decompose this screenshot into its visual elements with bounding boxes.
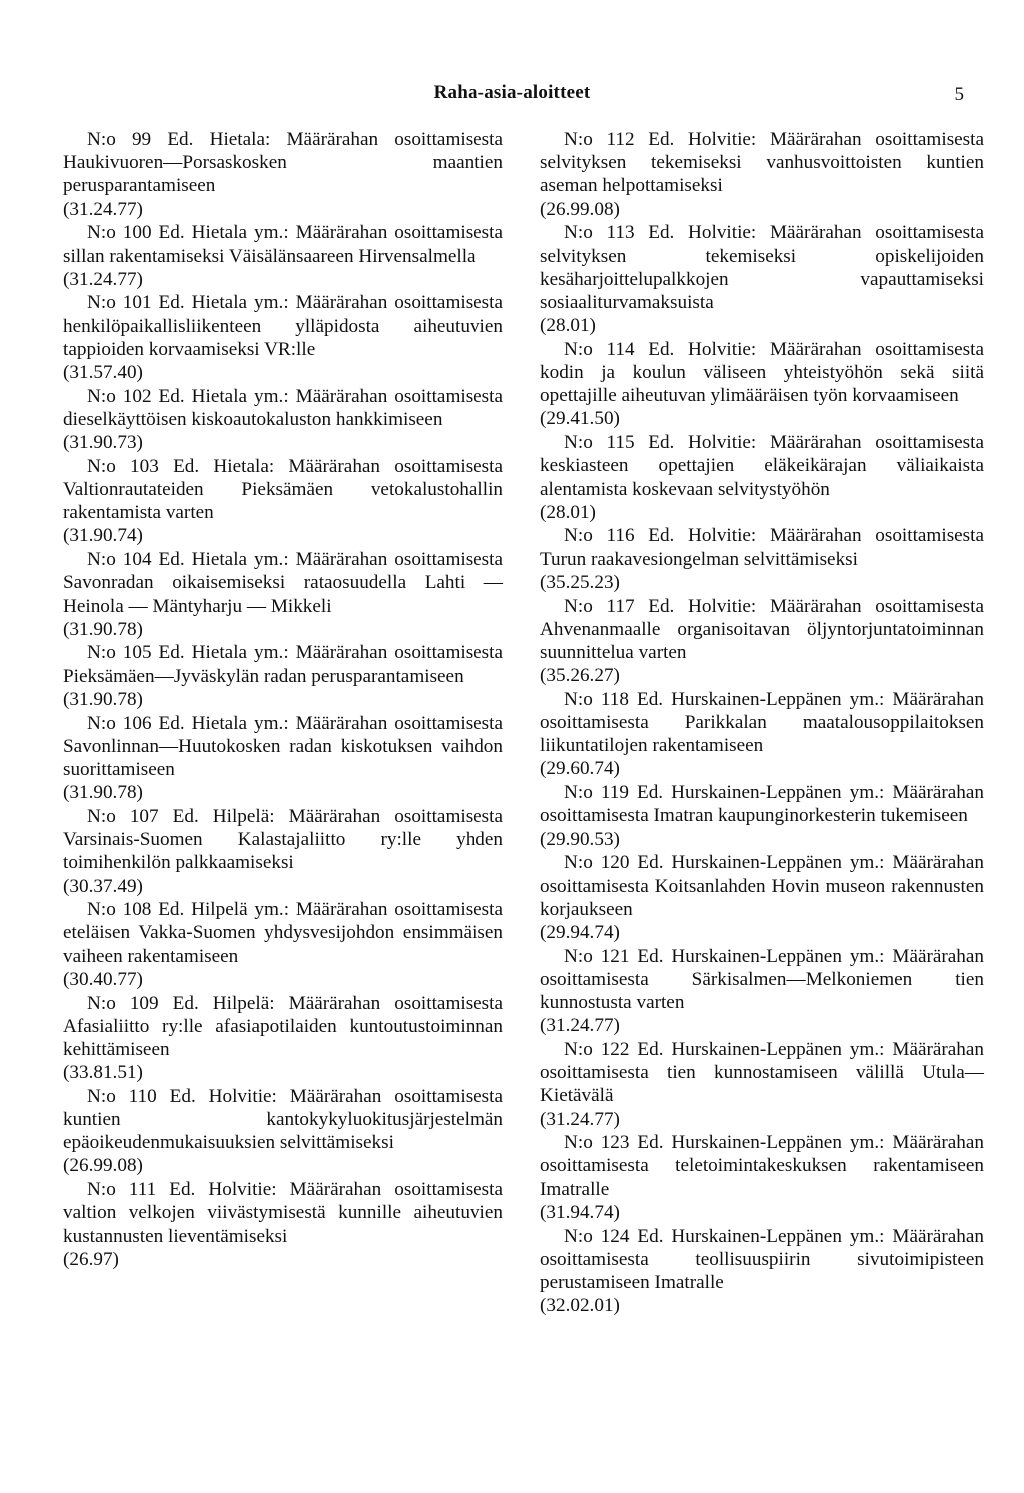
motion-entry <box>63 898 503 991</box>
motion-text: N:o 113 Ed. Holvitie: Määrärahan osoittamisesta selvityksen tekemiseksi opiskelijoiden kesäharjoittelupalkkojen vapauttamiseksi sosiaaliturvamaksuista <box>540 222 984 313</box>
motion-entry <box>540 221 984 337</box>
motion-entry <box>63 455 503 548</box>
motion-entry <box>540 431 984 524</box>
budget-code: (31.24.77) <box>63 198 143 220</box>
motion-entry <box>63 548 503 641</box>
motion-text: N:o 121 Ed. Hurskainen-Leppänen ym.: Määrärahan osoittamisesta Särkisalmen—Melkoniemen tien kunnostusta varten <box>540 945 984 1014</box>
budget-code: (31.90.73) <box>63 432 143 454</box>
motion-entry <box>540 1038 984 1131</box>
motion-text: N:o 109 Ed. Hilpelä: Määrärahan osoittamisesta Afasialiitto ry:lle afasiapotilaiden kuntoutustoiminnan kehittämiseen <box>63 992 503 1060</box>
motion-entry <box>63 992 503 1085</box>
motion-entry <box>540 1225 984 1318</box>
budget-code: (31.90.74) <box>63 525 143 547</box>
motion-text: N:o 112 Ed. Holvitie: Määrärahan osoittamisesta selvityksen tekemiseksi vanhusvoittoisten kuntien aseman helpottamiseksi <box>540 129 984 197</box>
motion-text: N:o 122 Ed. Hurskainen-Leppänen ym.: Määrärahan osoittamisesta tien kunnostamiseen välillä Utula—Kietävälä <box>540 1038 984 1107</box>
motion-text: N:o 124 Ed. Hurskainen-Leppänen ym.: Määrärahan osoittamisesta teollisuuspiirin sivutoimipisteen perustamiseen Imatralle <box>540 1225 984 1293</box>
motion-text: N:o 100 Ed. Hietala ym.: Määrärahan osoittamisesta sillan rakentamiseksi Väisälänsaareen Hirvensalmella <box>63 222 503 267</box>
motion-text: N:o 105 Ed. Hietala ym.: Määrärahan osoittamisesta Pieksämäen—Jyväskylän radan perusparantamiseen <box>63 642 503 687</box>
motion-text: N:o 115 Ed. Holvitie: Määrärahan osoittamisesta keskiasteen opettajien eläkeikärajan väliaikaista alentamista koskevaan selvitystyöhön <box>540 432 984 500</box>
motion-entry <box>540 595 984 688</box>
budget-code: (29.90.53) <box>540 828 620 850</box>
motion-text: N:o 103 Ed. Hietala: Määrärahan osoittamisesta Valtionrautateiden Pieksämäen vetokalustohallin rakentamista varten <box>63 455 503 524</box>
page-title: Raha-asia-aloitteet <box>433 82 591 103</box>
page-number: 5 <box>954 84 964 105</box>
motion-entry <box>63 1178 503 1271</box>
budget-code: (31.90.78) <box>63 688 143 710</box>
motion-text: N:o 104 Ed. Hietala ym.: Määrärahan osoittamisesta Savonradan oikaisemiseksi rataosuudella Lahti — Heinola — Mäntyharju — Mikkeli <box>63 549 503 617</box>
motion-entry <box>63 128 503 221</box>
budget-code: (29.94.74) <box>540 921 620 943</box>
left-column <box>63 128 503 1271</box>
budget-code: (28.01) <box>540 315 596 337</box>
motion-entry <box>540 338 984 431</box>
motion-entry <box>540 688 984 781</box>
budget-code: (33.81.51) <box>63 1062 143 1084</box>
motion-text: N:o 118 Ed. Hurskainen-Leppänen ym.: Määrärahan osoittamisesta Parikkalan maatalousoppilaitoksen liikuntatilojen rakentamiseen <box>540 688 984 757</box>
motion-entry <box>63 805 503 898</box>
budget-code: (31.24.77) <box>63 268 143 290</box>
budget-code: (31.24.77) <box>540 1108 620 1130</box>
budget-code: (29.60.74) <box>540 758 620 780</box>
budget-code: (26.99.08) <box>540 198 620 220</box>
budget-code: (35.26.27) <box>540 665 620 687</box>
budget-code: (29.41.50) <box>540 408 620 430</box>
budget-code: (31.94.74) <box>540 1201 620 1223</box>
motion-text: N:o 120 Ed. Hurskainen-Leppänen ym.: Määrärahan osoittamisesta Koitsanlahden Hovin museon rakennusten korjaukseen <box>540 852 984 920</box>
motion-text: N:o 114 Ed. Holvitie: Määrärahan osoittamisesta kodin ja koulun väliseen yhteistyöhön sekä siitä opettajille aiheutuvan ylimääräisen työn korvaamiseen <box>540 338 984 407</box>
budget-code: (31.90.78) <box>63 782 143 804</box>
motion-entry <box>540 851 984 944</box>
motion-text: N:o 111 Ed. Holvitie: Määrärahan osoittamisesta valtion velkojen viivästymisestä kunnille aiheutuvien kustannusten lieventämiseksi <box>63 1179 503 1247</box>
motion-entry <box>540 128 984 221</box>
motion-text: N:o 102 Ed. Hietala ym.: Määrärahan osoittamisesta dieselkäyttöisen kiskoautokaluston hankkimiseen <box>63 385 503 430</box>
motion-text: N:o 108 Ed. Hilpelä ym.: Määrärahan osoittamisesta eteläisen Vakka-Suomen yhdysvesijohdon ensimmäisen vaiheen rakentamiseen <box>63 899 503 967</box>
motion-text: N:o 116 Ed. Holvitie: Määrärahan osoittamisesta Turun raakavesiongelman selvittämiseksi <box>540 525 984 570</box>
budget-code: (28.01) <box>540 501 596 523</box>
motion-entry <box>540 524 984 594</box>
budget-code: (31.90.78) <box>63 618 143 640</box>
motion-entry <box>63 1085 503 1178</box>
motion-text: N:o 123 Ed. Hurskainen-Leppänen ym.: Määrärahan osoittamisesta teletoimintakeskuksen rakentamiseen Imatralle <box>540 1132 984 1200</box>
motion-text: N:o 106 Ed. Hietala ym.: Määrärahan osoittamisesta Savonlinnan—Huutokosken radan kiskotuksen vaihdon suorittamiseen <box>63 712 503 780</box>
motion-entry <box>63 291 503 384</box>
budget-code: (26.99.08) <box>63 1155 143 1177</box>
motion-entry <box>540 781 984 851</box>
motion-entry <box>63 385 503 455</box>
right-column <box>540 128 984 1318</box>
motion-entry <box>540 945 984 1038</box>
motion-text: N:o 107 Ed. Hilpelä: Määrärahan osoittamisesta Varsinais-Suomen Kalastajaliitto ry:lle yhden toimihenkilön palkkaamiseksi <box>63 805 503 874</box>
page-header <box>0 82 1024 112</box>
budget-code: (30.40.77) <box>63 968 143 990</box>
budget-code: (26.97) <box>63 1248 119 1270</box>
motion-entry <box>63 221 503 291</box>
budget-code: (31.57.40) <box>63 362 143 384</box>
motion-entry <box>63 712 503 805</box>
motion-text: N:o 119 Ed. Hurskainen-Leppänen ym.: Määrärahan osoittamisesta Imatran kaupunginorkesterin tukemiseen <box>540 782 984 827</box>
motion-entry <box>540 1131 984 1224</box>
motion-text: N:o 117 Ed. Holvitie: Määrärahan osoittamisesta Ahvenanmaalle organisoitavan öljyntorjuntatoiminnan suunnittelua varten <box>540 595 984 663</box>
budget-code: (35.25.23) <box>540 571 620 593</box>
budget-code: (30.37.49) <box>63 875 143 897</box>
motion-text: N:o 110 Ed. Holvitie: Määrärahan osoittamisesta kuntien kantokykyluokitusjärjestelmän epäoikeudenmukaisuuksien selvittämiseksi <box>63 1085 503 1154</box>
budget-code: (32.02.01) <box>540 1295 620 1317</box>
motion-entry <box>63 641 503 711</box>
motion-text: N:o 101 Ed. Hietala ym.: Määrärahan osoittamisesta henkilöpaikallisliikenteen ylläpidosta aiheutuvien tappioiden korvaamiseksi VR:lle <box>63 292 503 360</box>
motion-text: N:o 99 Ed. Hietala: Määrärahan osoittamisesta Haukivuoren—Porsaskosken maantien perusparantamiseen <box>63 129 503 197</box>
budget-code: (31.24.77) <box>540 1015 620 1037</box>
